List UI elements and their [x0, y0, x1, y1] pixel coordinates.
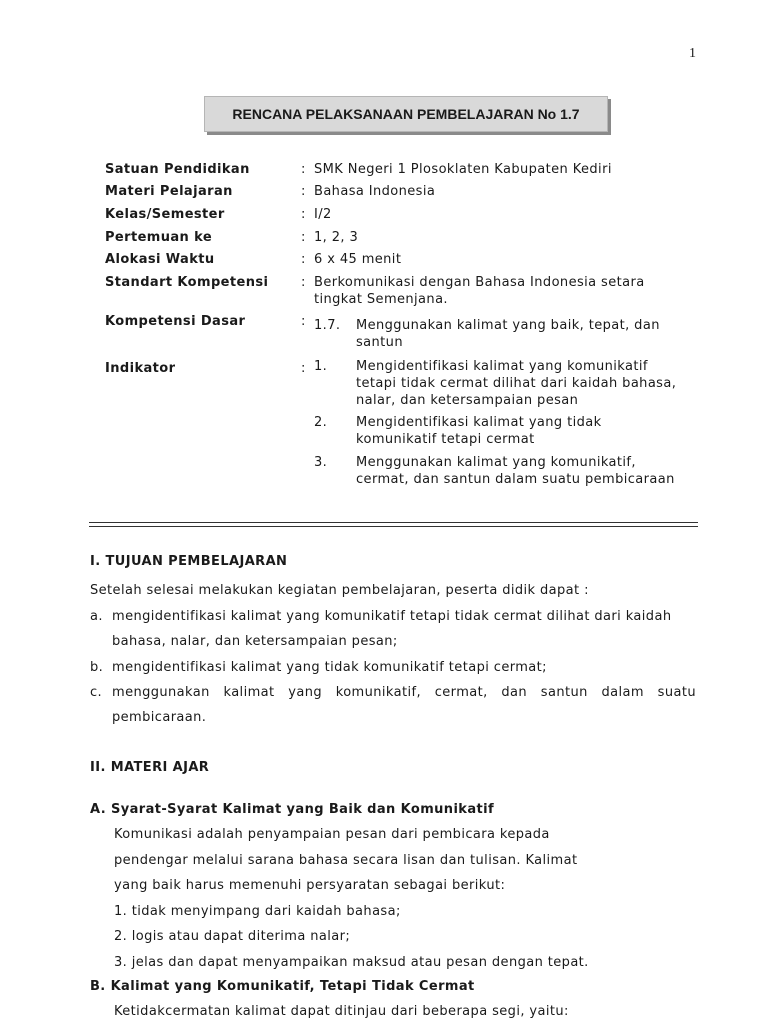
kompetensi-line2: santun [356, 335, 403, 350]
indikator-num: 3. [314, 455, 328, 470]
materi-sub-b: B. Kalimat yang Komunikatif, Tetapi Tidak Cermat [90, 979, 475, 994]
colon: : [301, 314, 306, 329]
tujuan-a-line2: bahasa, nalar, dan ketersampaian pesan; [112, 634, 398, 649]
value-standart-line2: tingkat Semenjana. [314, 292, 448, 307]
materi-a-line2: pendengar melalui sarana bahasa secara lisan dan tulisan. Kalimat [114, 853, 578, 868]
label-satuan: Satuan Pendidikan [105, 162, 250, 177]
value-kelas: I/2 [314, 207, 332, 222]
tujuan-a-label: a. [90, 609, 103, 624]
document-title: RENCANA PELAKSANAAN PEMBELAJARAN No 1.7 [204, 96, 608, 132]
materi-a-item3: 3. jelas dan dapat menyampaikan maksud atau pesan dengan tepat. [114, 955, 589, 970]
indikator-line: cermat, dan santun dalam suatu pembicaraan [356, 472, 675, 487]
indikator-line: Menggunakan kalimat yang komunikatif, [356, 455, 636, 470]
materi-b-line1: Ketidakcermatan kalimat dapat ditinjau dari beberapa segi, yaitu: [114, 1004, 569, 1019]
indikator-line: Mengidentifikasi kalimat yang komunikatif [356, 359, 648, 374]
indikator-num: 2. [314, 415, 328, 430]
value-materi: Bahasa Indonesia [314, 184, 436, 199]
colon: : [301, 207, 306, 222]
value-standart-line1: Berkomunikasi dengan Bahasa Indonesia setara [314, 275, 645, 290]
value-satuan: SMK Negeri 1 Plosoklaten Kabupaten Kediri [314, 162, 612, 177]
materi-a-line1: Komunikasi adalah penyampaian pesan dari pembicara kepada [114, 827, 550, 842]
colon: : [301, 230, 306, 245]
tujuan-c-label: c. [90, 685, 103, 700]
tujuan-a-line1: mengidentifikasi kalimat yang komunikatif tetapi tidak cermat dilihat dari kaidah [112, 609, 672, 624]
tujuan-b-line1: mengidentifikasi kalimat yang tidak komunikatif tetapi cermat; [112, 660, 547, 675]
colon: : [301, 184, 306, 199]
colon: : [301, 162, 306, 177]
colon: : [301, 275, 306, 290]
label-indikator: Indikator [105, 361, 176, 376]
materi-a-item2: 2. logis atau dapat diterima nalar; [114, 929, 351, 944]
divider-top [89, 522, 698, 523]
label-standart: Standart Kompetensi [105, 275, 269, 290]
kompetensi-num: 1.7. [314, 318, 341, 333]
label-alokasi: Alokasi Waktu [105, 252, 215, 267]
indikator-line: tetapi tidak cermat dilihat dari kaidah bahasa, [356, 376, 677, 391]
colon: : [301, 252, 306, 267]
divider-bottom [89, 526, 698, 527]
page-number: 1 [689, 46, 696, 61]
materi-sub-a: A. Syarat-Syarat Kalimat yang Baik dan Komunikatif [90, 802, 495, 817]
tujuan-c-line2: pembicaraan. [112, 710, 207, 725]
tujuan-b-label: b. [90, 660, 104, 675]
kompetensi-line1: Menggunakan kalimat yang baik, tepat, dan [356, 318, 660, 333]
value-pertemuan: 1, 2, 3 [314, 230, 359, 245]
materi-a-line3: yang baik harus memenuhi persyaratan sebagai berikut: [114, 878, 506, 893]
label-kelas: Kelas/Semester [105, 207, 225, 222]
label-materi: Materi Pelajaran [105, 184, 233, 199]
materi-a-item1: 1. tidak menyimpang dari kaidah bahasa; [114, 904, 401, 919]
indikator-line: Mengidentifikasi kalimat yang tidak [356, 415, 602, 430]
indikator-line: nalar, dan ketersampaian pesan [356, 393, 579, 408]
tujuan-intro: Setelah selesai melakukan kegiatan pembelajaran, peserta didik dapat : [90, 583, 589, 598]
label-pertemuan: Pertemuan ke [105, 230, 213, 245]
value-alokasi: 6 x 45 menit [314, 252, 402, 267]
colon: : [301, 361, 306, 376]
indikator-num: 1. [314, 359, 328, 374]
tujuan-c-line1: menggunakan kalimat yang komunikatif, cermat, dan santun dalam suatu [112, 685, 696, 700]
label-kompetensi: Kompetensi Dasar [105, 314, 246, 329]
indikator-line: komunikatif tetapi cermat [356, 432, 535, 447]
section-tujuan-heading: I. TUJUAN PEMBELAJARAN [90, 554, 288, 569]
section-materi-heading: II. MATERI AJAR [90, 760, 210, 775]
